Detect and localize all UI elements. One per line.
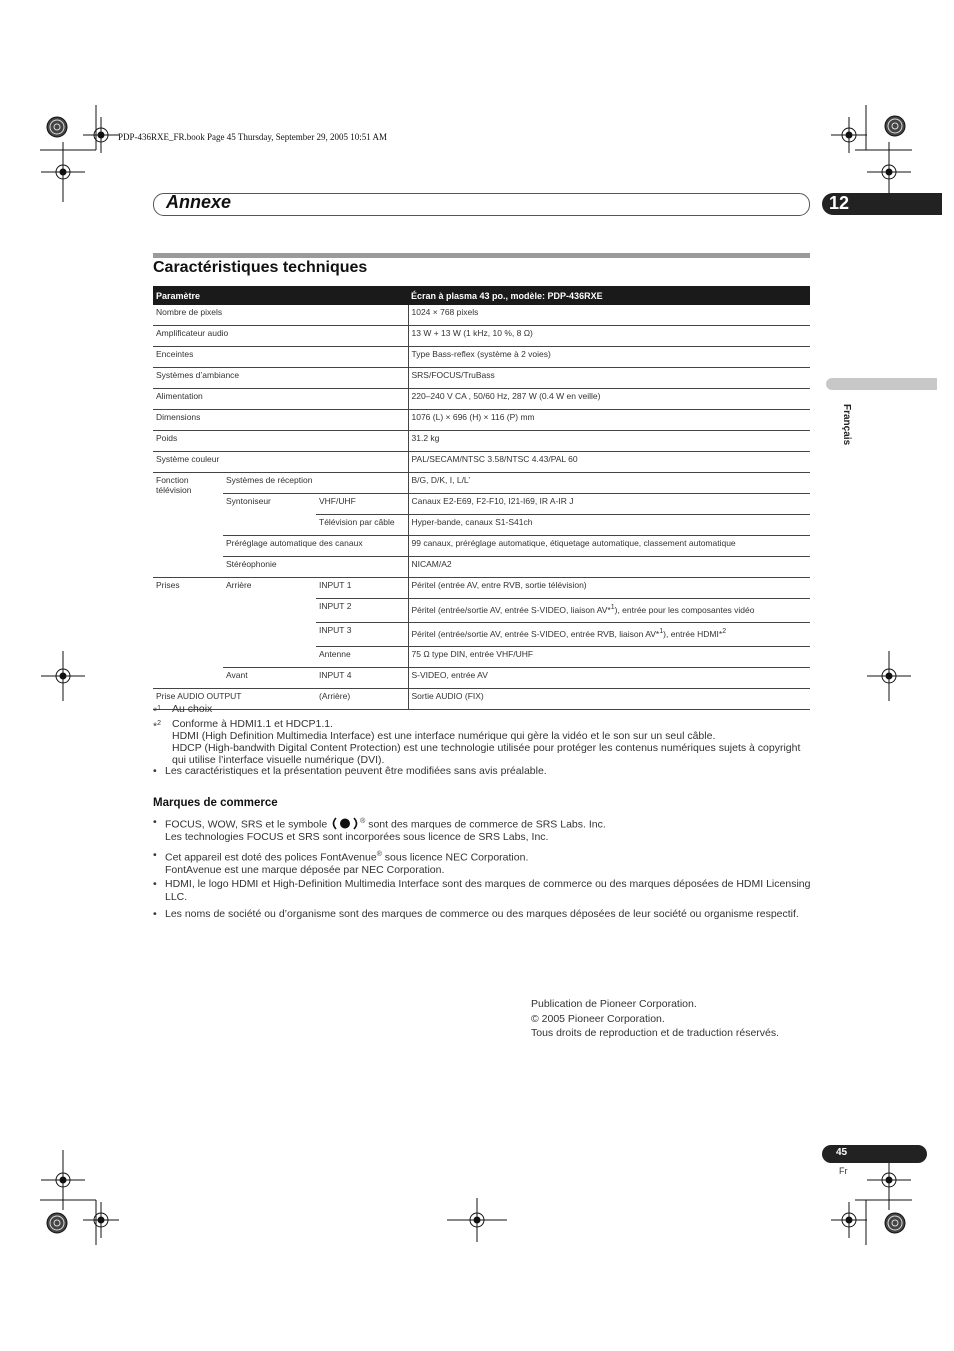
section-rule	[153, 253, 810, 258]
param-cell: INPUT 3	[316, 623, 408, 647]
value-cell: 13 W + 13 W (1 kHz, 10 %, 8 Ω)	[408, 326, 810, 347]
chapter-number: 12	[829, 193, 850, 213]
table-row	[153, 668, 810, 689]
value-cell: 31.2 kg	[408, 431, 810, 452]
footnote-text: HDMI (High Definition Multimedia Interface) est une interface numérique qui gère la vidéo et le son sur un seul câble.	[172, 730, 716, 742]
param-cell: Télévision par câble	[316, 515, 408, 536]
trademark-text: FontAvenue est une marque déposée par NEC Corporation.	[165, 864, 445, 876]
value-cell: PAL/SECAM/NTSC 3.58/NTSC 4.43/PAL 60	[408, 452, 810, 473]
param-cell: Antenne	[316, 647, 408, 668]
param-cell: VHF/UHF	[316, 494, 408, 515]
side-language-label: Français	[841, 404, 852, 446]
trademark-text	[165, 816, 813, 844]
note-bullet	[153, 765, 813, 778]
footnote-ref: 1	[610, 604, 615, 611]
table-header-row	[153, 286, 810, 305]
value-cell: Sortie AUDIO (FIX)	[408, 689, 810, 710]
table-row	[153, 452, 810, 473]
value-text: ), entrée HDMI*	[663, 628, 723, 639]
value-cell	[408, 623, 810, 647]
table-row	[153, 473, 810, 494]
param-cell: INPUT 1	[316, 578, 408, 599]
value-cell: Canaux E2-E69, F2-F10, I21-I69, IR A-IR J	[408, 494, 810, 515]
param-cell: Systèmes d’ambiance	[153, 368, 408, 389]
table-row	[153, 410, 810, 431]
side-tab	[826, 378, 937, 390]
table-row	[153, 326, 810, 347]
value-text: ), entrée pour les composantes vidéo	[614, 604, 755, 615]
value-cell: NICAM/A2	[408, 557, 810, 578]
value-cell: 99 canaux, préréglage automatique, étiquetage automatique, classement automatique	[408, 536, 810, 557]
footnote-body	[172, 718, 813, 766]
value-cell: SRS/FOCUS/TruBass	[408, 368, 810, 389]
page-number: 45	[836, 1147, 848, 1158]
table-row	[153, 368, 810, 389]
group-cell: Arrière	[226, 580, 252, 590]
registered-mark: ®	[376, 851, 382, 858]
trademark-text: sont des marques de commerce de SRS Labs. Inc.	[368, 818, 606, 831]
table-row	[153, 347, 810, 368]
value-cell: S-VIDEO, entrée AV	[408, 668, 810, 689]
page-language: Fr	[839, 1166, 848, 1176]
param-cell: Nombre de pixels	[153, 305, 408, 326]
table-header-cell: Paramètre	[153, 286, 408, 305]
bullet: •	[153, 878, 157, 890]
footnote-mark: *	[153, 720, 158, 733]
value-cell: Type Bass-reflex (système à 2 voies)	[408, 347, 810, 368]
footnote-ref: 1	[659, 628, 664, 635]
trademark-text: FOCUS, WOW, SRS et le symbole	[165, 818, 328, 831]
trademark-text: sous licence NEC Corporation.	[381, 851, 529, 864]
table-header-cell: Écran à plasma 43 po., modèle: PDP-436RXE	[408, 286, 810, 305]
param-cell: Préréglage automatique des canaux	[223, 536, 408, 557]
value-cell: 1024 × 768 pixels	[408, 305, 810, 326]
publication-info	[531, 997, 779, 1041]
footnote-text: Au choix	[172, 703, 213, 715]
param-cell: Systèmes de réception	[223, 473, 408, 494]
table-row	[153, 536, 810, 557]
group-cell: Fonction télévision	[153, 473, 223, 578]
param-cell: Poids	[153, 431, 408, 452]
param-cell: Stéréophonie	[223, 557, 408, 578]
publication-line: Tous droits de reproduction et de traduction réservés.	[531, 1027, 780, 1039]
footnote-text: Conforme à HDMI1.1 et HDCP1.1.	[172, 718, 334, 730]
param-cell: (Arrière)	[316, 689, 408, 710]
param-cell: INPUT 4	[316, 668, 408, 689]
footnote-number: 1	[157, 705, 161, 712]
spec-table	[153, 286, 810, 710]
value-cell: Hyper-bande, canaux S1-S41ch	[408, 515, 810, 536]
publication-line: Publication de Pioneer Corporation.	[531, 998, 697, 1010]
value-cell: 75 Ω type DIN, entrée VHF/UHF	[408, 647, 810, 668]
param-cell: Amplificateur audio	[153, 326, 408, 347]
header-title: Annexe	[166, 192, 232, 212]
trademark-item	[153, 816, 813, 844]
table-row	[153, 578, 810, 599]
table-row	[153, 305, 810, 326]
bullet: •	[153, 849, 157, 861]
section-title: Caractéristiques techniques	[153, 259, 368, 276]
header-bar	[153, 193, 810, 216]
group-cell: Prises	[153, 578, 223, 689]
trademark-item	[153, 908, 813, 921]
param-cell: Alimentation	[153, 389, 408, 410]
param-cell: Prise AUDIO OUTPUT	[153, 689, 316, 710]
table-row	[153, 557, 810, 578]
bullet: •	[153, 816, 157, 828]
value-text: Péritel (entrée/sortie AV, entrée S-VIDEO, entrée RVB, liaison AV*	[411, 628, 660, 639]
trademark-text: Cet appareil est doté des polices FontAvenue	[165, 851, 377, 864]
srs-logo-icon	[330, 817, 360, 830]
trademark-text	[165, 849, 813, 877]
footnote-2	[153, 718, 813, 766]
trademark-text: Les noms de société ou d’organisme sont des marques de commerce ou des marques déposées de leur société ou organisme respectif.	[165, 908, 799, 920]
note-text: Les caractéristiques et la présentation peuvent être modifiées sans avis préalable.	[165, 765, 547, 777]
bullet: •	[153, 908, 157, 920]
table-row	[153, 389, 810, 410]
bullet: •	[153, 765, 157, 777]
value-cell: 1076 (L) × 696 (H) × 116 (P) mm	[408, 410, 810, 431]
registered-mark: ®	[360, 818, 366, 825]
param-cell: Système couleur	[153, 452, 408, 473]
trademarks-title: Marques de commerce	[153, 797, 278, 809]
value-cell: B/G, D/K, I, L/L’	[408, 473, 810, 494]
value-cell	[408, 599, 810, 623]
value-cell: 220–240 V CA , 50/60 Hz, 287 W (0.4 W en veille)	[408, 389, 810, 410]
param-cell: Dimensions	[153, 410, 408, 431]
param-cell: Enceintes	[153, 347, 408, 368]
footnote-text: HDCP (High-bandwith Digital Content Protection) est une technologie utilisée pour protéger les contenus numériques sujets à copyright qui utilise l’interface visuelle numérique (DVI).	[172, 742, 801, 766]
trademark-text: Les technologies FOCUS et SRS sont incorporées sous licence de SRS Labs, Inc.	[165, 831, 549, 843]
value-text: Péritel (entrée/sortie AV, entrée S-VIDEO, liaison AV*	[411, 604, 611, 615]
table-row	[153, 431, 810, 452]
book-info-line: PDP-436RXE_FR.book Page 45 Thursday, September 29, 2005 10:51 AM	[118, 132, 387, 142]
footnote-1	[153, 703, 213, 718]
footnote-number: 2	[157, 720, 161, 727]
footnote-mark: *	[153, 705, 158, 718]
trademark-item	[153, 849, 813, 877]
table-row	[153, 494, 810, 515]
group-cell: Syntoniseur	[223, 494, 316, 536]
publication-line: © 2005 Pioneer Corporation.	[531, 1012, 665, 1025]
value-cell: Péritel (entrée AV, entre RVB, sortie télévision)	[408, 578, 810, 599]
param-cell: INPUT 2	[316, 599, 408, 623]
footnote-ref: 2	[722, 628, 727, 635]
group-cell: Avant	[223, 668, 316, 689]
trademark-item	[153, 878, 813, 903]
trademark-text: HDMI, le logo HDMI et High-Definition Multimedia Interface sont des marques de commerce ou des marques déposées de HDMI Licensing LLC.	[165, 878, 811, 903]
